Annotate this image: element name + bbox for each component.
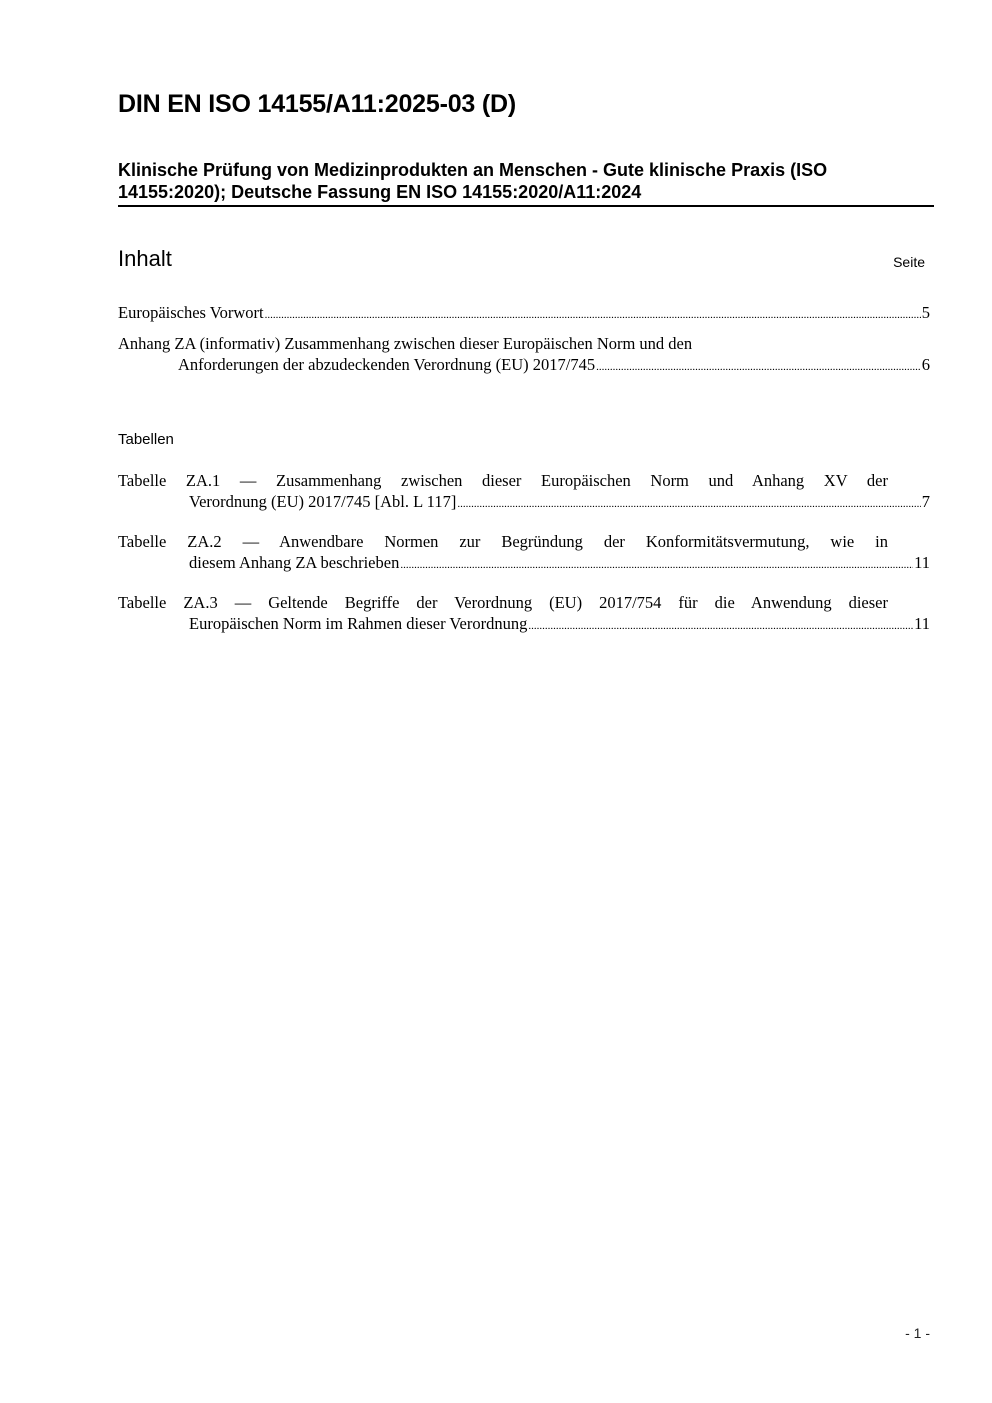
toc-entry-annex-za[interactable] bbox=[118, 333, 930, 378]
toc-entry-text-line-2: Verordnung (EU) 2017/745 [Abl. L 117] bbox=[189, 492, 457, 511]
toc-entry-page: 11 bbox=[914, 614, 930, 633]
toc-page-column-label: Seite bbox=[893, 254, 925, 270]
toc-entry-text-line-1: Tabelle ZA.1 — Zusammenhang zwischen dieser Europäischen Norm und Anhang XV der bbox=[118, 471, 888, 490]
toc-entry-text-line-2: Europäischen Norm im Rahmen dieser Verordnung bbox=[189, 614, 528, 633]
subtitle-line-1: Klinische Prüfung von Medizinprodukten an Menschen - Gute klinische Praxis (ISO bbox=[118, 160, 828, 180]
toc-entry-page: 11 bbox=[914, 553, 930, 572]
subtitle-line-2: 14155:2020); Deutsche Fassung EN ISO 14155:2020/A11:2024 bbox=[118, 182, 642, 202]
dot-leader bbox=[528, 613, 913, 637]
toc-entry-text-line-1: Tabelle ZA.3 — Geltende Begriffe der Verordnung (EU) 2017/754 für die Anwendung dieser bbox=[118, 593, 888, 612]
dot-leader bbox=[265, 302, 921, 326]
toc-entry-text-line-1: Anhang ZA (informativ) Zusammenhang zwischen dieser Europäischen Norm und den bbox=[118, 334, 693, 353]
page-number: - 1 - bbox=[905, 1325, 930, 1341]
dot-leader bbox=[596, 354, 921, 378]
toc-entry-table-za1[interactable] bbox=[118, 470, 930, 515]
toc-entry-european-foreword[interactable] bbox=[118, 302, 930, 326]
toc-entry-page: 5 bbox=[921, 303, 930, 322]
toc-heading: Inhalt bbox=[118, 246, 172, 271]
tables-section-label: Tabellen bbox=[118, 431, 174, 448]
title-divider bbox=[118, 205, 934, 207]
toc-entry-table-za2[interactable] bbox=[118, 531, 930, 576]
toc-entry-text-line-2: diesem Anhang ZA beschrieben bbox=[189, 553, 400, 572]
toc-entry-text-line-1: Tabelle ZA.2 — Anwendbare Normen zur Begründung der Konformitätsvermutung, wie in bbox=[118, 532, 888, 551]
document-subtitle bbox=[118, 159, 934, 203]
toc-entry-page: 6 bbox=[921, 355, 930, 374]
toc-entry-text-line-2: Anforderungen der abzudeckenden Verordnung (EU) 2017/745 bbox=[178, 355, 596, 374]
dot-leader bbox=[400, 552, 913, 576]
toc-entry-page: 7 bbox=[921, 492, 930, 511]
dot-leader bbox=[457, 491, 920, 515]
toc-entry-table-za3[interactable] bbox=[118, 592, 930, 637]
document-id: DIN EN ISO 14155/A11:2025-03 (D) bbox=[118, 90, 516, 118]
toc-entry-text: Europäisches Vorwort bbox=[118, 303, 264, 322]
